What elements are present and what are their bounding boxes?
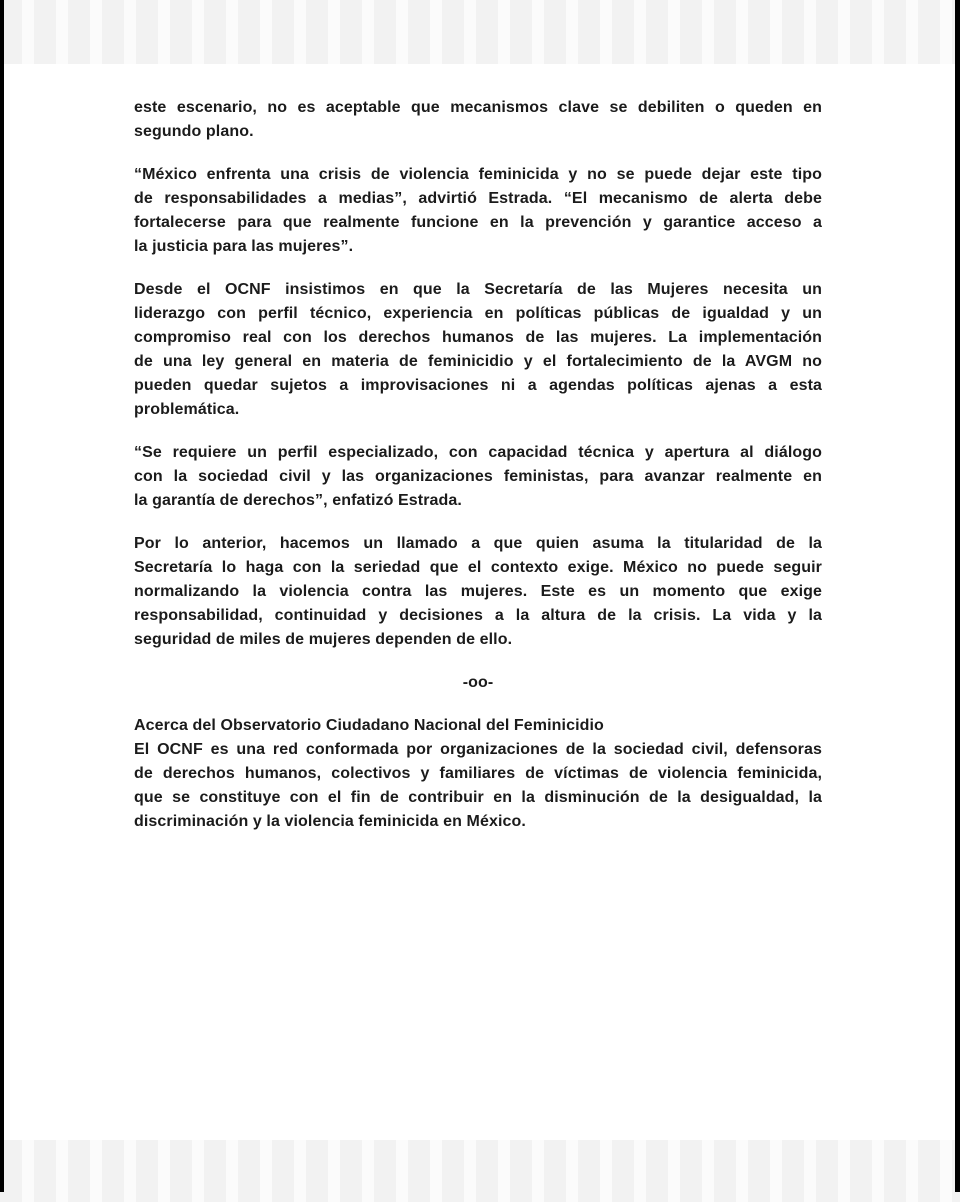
paragraph — [134, 532, 822, 652]
paragraph — [134, 441, 822, 513]
text-line: discriminación y la violencia feminicida en México. — [134, 813, 526, 830]
text-line: segundo plano. — [134, 123, 254, 140]
text-line: “México enfrenta una crisis de violencia feminicida y no se puede dejar este tipo — [134, 166, 822, 183]
text-line: fortalecerse para que realmente funcione en la prevención y garantice acceso a — [134, 214, 822, 231]
page-edge-right — [955, 0, 960, 1192]
text-line: compromiso real con los derechos humanos de las mujeres. La implementación — [134, 329, 822, 346]
text-line: Por lo anterior, hacemos un llamado a que quien asuma la titularidad de la — [134, 535, 822, 552]
about-heading: Acerca del Observatorio Ciudadano Nacional del Feminicidio — [134, 717, 604, 734]
paragraph — [134, 278, 822, 422]
text-line: normalizando la violencia contra las mujeres. Este es un momento que exige — [134, 583, 822, 600]
text-line: de derechos humanos, colectivos y familiares de víctimas de violencia feminicida, — [134, 765, 822, 782]
top-letterbox-band — [0, 0, 960, 64]
press-release-body — [134, 96, 822, 834]
text-line: este escenario, no es aceptable que mecanismos clave se debiliten o queden en — [134, 99, 822, 116]
text-line: la garantía de derechos”, enfatizó Estrada. — [134, 492, 462, 509]
separator-text: -oo- — [462, 674, 494, 691]
text-line: seguridad de miles de mujeres dependen de ello. — [134, 631, 513, 648]
text-line: que se constituye con el fin de contribuir en la disminución de la desigualdad, la — [134, 789, 822, 806]
text-line: Desde el OCNF insistimos en que la Secretaría de las Mujeres necesita un — [134, 281, 822, 298]
text-line: problemática. — [134, 401, 240, 418]
text-line: Secretaría lo haga con la seriedad que el contexto exige. México no puede seguir — [134, 559, 822, 576]
paragraph — [134, 163, 822, 259]
text-line: pueden quedar sujetos a improvisaciones ni a agendas políticas ajenas a esta — [134, 377, 822, 394]
text-line: liderazgo con perfil técnico, experiencia en políticas públicas de igualdad y un — [134, 305, 822, 322]
section-separator — [134, 671, 822, 695]
text-line: con la sociedad civil y las organizaciones feministas, para avanzar realmente en — [134, 468, 822, 485]
paragraph — [134, 714, 822, 834]
text-line: responsabilidad, continuidad y decisiones a la altura de la crisis. La vida y la — [134, 607, 822, 624]
page-edge-left — [0, 0, 4, 1192]
text-line: la justicia para las mujeres”. — [134, 238, 354, 255]
paragraph — [134, 96, 822, 144]
text-line: de una ley general en materia de feminicidio y el fortalecimiento de la AVGM no — [134, 353, 822, 370]
text-line: “Se requiere un perfil especializado, con capacidad técnica y apertura al diálogo — [134, 444, 822, 461]
text-line: de responsabilidades a medias”, advirtió Estrada. “El mecanismo de alerta debe — [134, 190, 822, 207]
text-line: El OCNF es una red conformada por organizaciones de la sociedad civil, defensoras — [134, 741, 822, 758]
bottom-letterbox-band — [0, 1140, 960, 1202]
